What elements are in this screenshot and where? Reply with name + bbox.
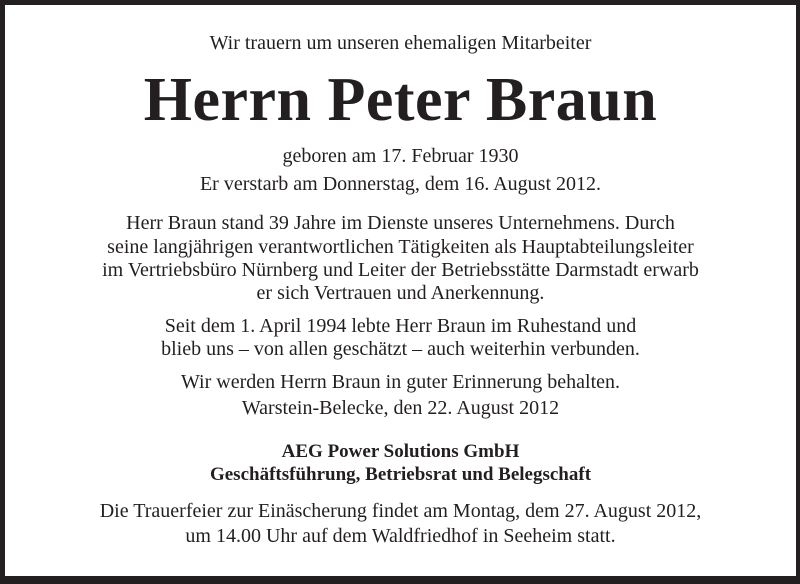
intro-line: Wir trauern um unseren ehemaligen Mitarbeiter	[209, 32, 592, 54]
paragraph1-line: er sich Vertrauen und Anerkennung.	[256, 282, 545, 304]
deceased-name: Herrn Peter Braun	[143, 66, 658, 134]
paragraph1-line: seine langjährigen verantwortlichen Tätigkeiten als Hauptabteilungsleiter	[107, 236, 694, 258]
paragraph2-line: Seit dem 1. April 1994 lebte Herr Braun im Ruhestand und	[164, 315, 637, 337]
funeral-line: Die Trauerfeier zur Einäscherung findet am Montag, dem 27. August 2012,	[99, 500, 702, 522]
paragraph1-line: Herr Braun stand 39 Jahre im Dienste unseres Unternehmens. Durch	[126, 212, 675, 234]
obituary-notice	[5, 5, 796, 576]
birth-date: geboren am 17. Februar 1930	[282, 145, 519, 167]
death-date: Er verstarb am Donnerstag, dem 16. August 2012.	[199, 173, 602, 195]
company-name: AEG Power Solutions GmbH	[281, 441, 520, 462]
paragraph1-line: im Vertriebsbüro Nürnberg und Leiter der Betriebsstätte Darmstadt erwarb	[102, 259, 699, 281]
place-date: Warstein-Belecke, den 22. August 2012	[241, 397, 560, 419]
remembrance-line: Wir werden Herrn Braun in guter Erinnerung behalten.	[180, 371, 621, 393]
paragraph2-line: blieb uns – von allen geschätzt – auch weiterhin verbunden.	[161, 338, 640, 360]
signatories: Geschäftsführung, Betriebsrat und Belegschaft	[209, 464, 592, 485]
funeral-line: um 14.00 Uhr auf dem Waldfriedhof in Seeheim statt.	[185, 525, 616, 547]
